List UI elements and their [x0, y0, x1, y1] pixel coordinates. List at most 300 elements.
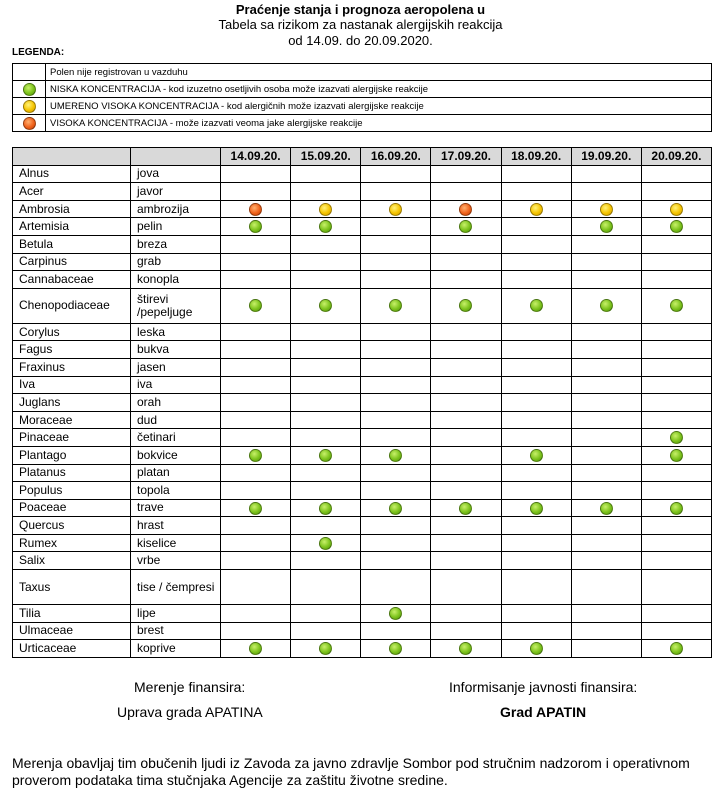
risk-cell [571, 534, 641, 552]
risk-cell [221, 534, 291, 552]
risk-cell [221, 183, 291, 201]
risk-cell [641, 394, 711, 412]
risk-cell [501, 605, 571, 623]
risk-low-dot-icon [530, 299, 543, 312]
risk-cell [571, 323, 641, 341]
legend-label: Polen nije registrovan u vazduhu [46, 64, 712, 81]
risk-low-dot-icon [249, 220, 262, 233]
risk-cell [501, 446, 571, 464]
table-row [13, 200, 712, 218]
risk-cell [221, 358, 291, 376]
local-name: grab [131, 253, 221, 271]
risk-low-dot-icon [530, 449, 543, 462]
risk-cell [641, 534, 711, 552]
risk-cell [431, 534, 501, 552]
risk-cell [501, 271, 571, 289]
risk-cell [501, 218, 571, 236]
risk-cell [571, 358, 641, 376]
local-name: jasen [131, 358, 221, 376]
latin-name: Urticaceae [13, 640, 131, 658]
table-row [13, 446, 712, 464]
risk-cell [221, 235, 291, 253]
risk-low-dot-icon [670, 449, 683, 462]
risk-cell [641, 358, 711, 376]
risk-cell [431, 165, 501, 183]
risk-cell [501, 394, 571, 412]
legend-label: NISKA KONCENTRACIJA - kod izuzetno osetljivih osoba može izazvati alergijske reakcije [46, 81, 712, 98]
risk-cell [221, 570, 291, 605]
table-row [13, 358, 712, 376]
legend-row [13, 81, 712, 98]
latin-name: Tilia [13, 605, 131, 623]
risk-cell [221, 499, 291, 517]
risk-cell [501, 552, 571, 570]
risk-cell [361, 605, 431, 623]
risk-cell [501, 200, 571, 218]
risk-cell [361, 464, 431, 482]
risk-cell [641, 253, 711, 271]
risk-cell [361, 622, 431, 640]
latin-name: Acer [13, 183, 131, 201]
risk-cell [641, 376, 711, 394]
risk-cell [641, 499, 711, 517]
risk-cell [641, 411, 711, 429]
risk-cell [291, 183, 361, 201]
risk-low-dot-icon [389, 449, 402, 462]
latin-name: Cannabaceae [13, 271, 131, 289]
risk-cell [571, 482, 641, 500]
risk-cell [571, 429, 641, 447]
local-name: breza [131, 235, 221, 253]
legend-symbol [13, 64, 46, 81]
latin-name: Rumex [13, 534, 131, 552]
risk-low-dot-icon [389, 502, 402, 515]
risk-cell [501, 288, 571, 323]
risk-cell [571, 183, 641, 201]
risk-cell [571, 411, 641, 429]
risk-cell [641, 552, 711, 570]
local-name: vrbe [131, 552, 221, 570]
latin-name: Artemisia [13, 218, 131, 236]
local-name: bukva [131, 341, 221, 359]
risk-cell [361, 429, 431, 447]
risk-high-dot-icon [249, 203, 262, 216]
table-row [13, 517, 712, 535]
table-row [13, 552, 712, 570]
table-row [13, 429, 712, 447]
risk-low-dot-icon [600, 502, 613, 515]
local-name: javor [131, 183, 221, 201]
risk-cell [501, 570, 571, 605]
risk-cell [431, 517, 501, 535]
risk-cell [501, 323, 571, 341]
risk-cell [501, 253, 571, 271]
risk-cell [641, 605, 711, 623]
latin-name: Fraxinus [13, 358, 131, 376]
risk-cell [221, 218, 291, 236]
risk-cell [501, 464, 571, 482]
risk-cell [501, 235, 571, 253]
risk-cell [431, 640, 501, 658]
risk-cell [291, 640, 361, 658]
risk-cell [431, 341, 501, 359]
date-header: 19.09.20. [571, 148, 641, 166]
risk-cell [431, 464, 501, 482]
risk-cell [571, 376, 641, 394]
risk-cell [571, 517, 641, 535]
table-row [13, 622, 712, 640]
risk-cell [501, 183, 571, 201]
risk-cell [641, 288, 711, 323]
risk-cell [641, 271, 711, 289]
latin-name: Populus [13, 482, 131, 500]
date-range: od 14.09. do 20.09.2020. [288, 33, 433, 48]
legend-symbol [13, 81, 46, 98]
table-row [13, 183, 712, 201]
risk-cell [291, 499, 361, 517]
local-name: bokvice [131, 446, 221, 464]
local-name: brest [131, 622, 221, 640]
risk-low-dot-icon [670, 431, 683, 444]
risk-cell [431, 218, 501, 236]
risk-cell [291, 271, 361, 289]
table-row [13, 394, 712, 412]
date-header-row [13, 148, 712, 166]
risk-cell [431, 271, 501, 289]
risk-cell [291, 358, 361, 376]
risk-cell [361, 253, 431, 271]
risk-cell [501, 482, 571, 500]
table-row [13, 499, 712, 517]
table-row [13, 411, 712, 429]
risk-cell [221, 200, 291, 218]
pollen-risk-table [12, 147, 712, 658]
risk-cell [431, 411, 501, 429]
risk-cell [361, 323, 431, 341]
risk-cell [361, 394, 431, 412]
risk-cell [641, 517, 711, 535]
risk-cell [431, 376, 501, 394]
risk-cell [221, 622, 291, 640]
risk-low-dot-icon [249, 299, 262, 312]
risk-cell [221, 411, 291, 429]
risk-cell [431, 253, 501, 271]
risk-mid-dot-icon [600, 203, 613, 216]
risk-cell [571, 288, 641, 323]
risk-cell [431, 499, 501, 517]
table-row [13, 640, 712, 658]
risk-cell [361, 640, 431, 658]
risk-cell [361, 271, 431, 289]
risk-cell [641, 622, 711, 640]
risk-cell [291, 446, 361, 464]
legend-symbol [13, 115, 46, 132]
risk-cell [571, 200, 641, 218]
risk-cell [431, 570, 501, 605]
risk-cell [501, 640, 571, 658]
risk-cell [291, 341, 361, 359]
legend-row [13, 115, 712, 132]
risk-cell [221, 464, 291, 482]
risk-cell [291, 570, 361, 605]
risk-low-dot-icon [319, 642, 332, 655]
risk-cell [291, 517, 361, 535]
risk-cell [571, 253, 641, 271]
table-row [13, 271, 712, 289]
risk-cell [291, 464, 361, 482]
risk-low-dot-icon [319, 449, 332, 462]
latin-name: Iva [13, 376, 131, 394]
latin-name: Poaceae [13, 499, 131, 517]
footer-note: Merenja obavljaj tim obučenih ljudi iz Zavoda za javno zdravlje Sombor pod stručnim nadzorom i operativnom proverom podataka tima stučnjaka Agencije za zaštitu životne sredine. [12, 755, 690, 788]
risk-mid-dot-icon [530, 203, 543, 216]
latin-name: Chenopodiaceae [13, 288, 131, 323]
risk-cell [571, 622, 641, 640]
latin-name: Salix [13, 552, 131, 570]
risk-cell [221, 482, 291, 500]
local-name: lipe [131, 605, 221, 623]
risk-low-dot-icon [459, 220, 472, 233]
risk-cell [291, 235, 361, 253]
risk-cell [221, 341, 291, 359]
risk-cell [291, 253, 361, 271]
risk-cell [361, 570, 431, 605]
local-name: iva [131, 376, 221, 394]
table-row [13, 253, 712, 271]
risk-cell [361, 235, 431, 253]
risk-cell [431, 552, 501, 570]
latin-name: Plantago [13, 446, 131, 464]
local-name: platan [131, 464, 221, 482]
risk-cell [291, 411, 361, 429]
risk-cell [361, 499, 431, 517]
risk-cell [221, 253, 291, 271]
risk-cell [571, 552, 641, 570]
risk-cell [221, 605, 291, 623]
risk-cell [291, 288, 361, 323]
risk-cell [641, 570, 711, 605]
table-row [13, 165, 712, 183]
risk-cell [641, 482, 711, 500]
risk-cell [431, 429, 501, 447]
measurement-funding-label: Merenje finansira: [134, 679, 246, 695]
risk-cell [291, 552, 361, 570]
legend-high-dot-icon [23, 117, 36, 130]
risk-cell [291, 165, 361, 183]
risk-low-dot-icon [389, 642, 402, 655]
risk-cell [361, 200, 431, 218]
risk-cell [571, 235, 641, 253]
table-row [13, 570, 712, 605]
table-row [13, 482, 712, 500]
latin-name: Ambrosia [13, 200, 131, 218]
risk-cell [221, 446, 291, 464]
date-header: 20.09.20. [641, 148, 711, 166]
risk-cell [431, 235, 501, 253]
table-row [13, 323, 712, 341]
latin-name: Corylus [13, 323, 131, 341]
latin-name: Carpinus [13, 253, 131, 271]
risk-low-dot-icon [459, 299, 472, 312]
measurement-funder: Uprava grada APATINA [117, 704, 263, 720]
risk-cell [571, 640, 641, 658]
risk-high-dot-icon [459, 203, 472, 216]
table-row [13, 288, 712, 323]
risk-cell [641, 235, 711, 253]
risk-cell [431, 605, 501, 623]
info-funding-label: Informisanje javnosti finansira: [449, 679, 638, 695]
risk-cell [291, 200, 361, 218]
risk-cell [361, 288, 431, 323]
risk-cell [571, 464, 641, 482]
risk-cell [641, 200, 711, 218]
risk-cell [501, 622, 571, 640]
local-name: štirevi /pepeljuge [131, 288, 221, 323]
latin-name: Moraceae [13, 411, 131, 429]
risk-cell [641, 640, 711, 658]
latin-name: Platanus [13, 464, 131, 482]
table-row [13, 534, 712, 552]
legend-symbol [13, 98, 46, 115]
risk-low-dot-icon [319, 502, 332, 515]
local-name: orah [131, 394, 221, 412]
risk-low-dot-icon [249, 502, 262, 515]
local-name: hrast [131, 517, 221, 535]
risk-cell [571, 570, 641, 605]
risk-low-dot-icon [249, 449, 262, 462]
risk-cell [291, 534, 361, 552]
risk-cell [361, 534, 431, 552]
risk-cell [221, 517, 291, 535]
risk-cell [361, 446, 431, 464]
legend-label: VISOKA KONCENTRACIJA - može izazvati veoma jake alergijske reakcije [46, 115, 712, 132]
date-header: 14.09.20. [221, 148, 291, 166]
latin-name: Pinaceae [13, 429, 131, 447]
date-header: 18.09.20. [501, 148, 571, 166]
date-header: 15.09.20. [291, 148, 361, 166]
latin-name: Ulmaceae [13, 622, 131, 640]
risk-cell [501, 411, 571, 429]
risk-cell [641, 183, 711, 201]
risk-cell [571, 605, 641, 623]
risk-cell [641, 446, 711, 464]
page-title: Praćenje stanja i prognoza aeropolena u [235, 2, 486, 17]
risk-cell [501, 499, 571, 517]
risk-low-dot-icon [670, 642, 683, 655]
risk-low-dot-icon [670, 502, 683, 515]
risk-cell [571, 218, 641, 236]
risk-cell [501, 534, 571, 552]
risk-cell [431, 288, 501, 323]
risk-mid-dot-icon [670, 203, 683, 216]
risk-cell [361, 341, 431, 359]
risk-cell [361, 482, 431, 500]
risk-mid-dot-icon [389, 203, 402, 216]
table-row [13, 376, 712, 394]
local-name: četinari [131, 429, 221, 447]
risk-cell [501, 429, 571, 447]
risk-cell [501, 165, 571, 183]
table-row [13, 341, 712, 359]
info-funder: Grad APATIN [500, 704, 587, 720]
table-row [13, 218, 712, 236]
local-name: topola [131, 482, 221, 500]
risk-low-dot-icon [670, 220, 683, 233]
risk-cell [291, 218, 361, 236]
risk-cell [361, 411, 431, 429]
risk-cell [291, 622, 361, 640]
risk-cell [501, 358, 571, 376]
legend-table [12, 63, 712, 132]
local-name: tise / čempresi [131, 570, 221, 605]
risk-cell [221, 640, 291, 658]
risk-cell [361, 552, 431, 570]
risk-cell [221, 394, 291, 412]
risk-cell [221, 288, 291, 323]
risk-cell [221, 376, 291, 394]
risk-cell [431, 482, 501, 500]
risk-cell [571, 446, 641, 464]
risk-cell [361, 218, 431, 236]
latin-name: Alnus [13, 165, 131, 183]
risk-cell [221, 323, 291, 341]
local-name: jova [131, 165, 221, 183]
date-header: 17.09.20. [431, 148, 501, 166]
latin-name: Quercus [13, 517, 131, 535]
risk-cell [431, 200, 501, 218]
latin-name: Fagus [13, 341, 131, 359]
risk-cell [221, 429, 291, 447]
risk-cell [291, 394, 361, 412]
header-blank-latin [13, 148, 131, 166]
risk-cell [641, 218, 711, 236]
risk-cell [641, 323, 711, 341]
risk-cell [501, 517, 571, 535]
local-name: konopla [131, 271, 221, 289]
risk-low-dot-icon [389, 607, 402, 620]
legend-heading: LEGENDA: [12, 47, 65, 58]
risk-cell [571, 499, 641, 517]
risk-low-dot-icon [530, 502, 543, 515]
risk-cell [571, 341, 641, 359]
risk-cell [221, 165, 291, 183]
legend-row [13, 98, 712, 115]
local-name: ambrozija [131, 200, 221, 218]
latin-name: Taxus [13, 570, 131, 605]
legend-low-dot-icon [23, 83, 36, 96]
risk-low-dot-icon [530, 642, 543, 655]
date-header: 16.09.20. [361, 148, 431, 166]
risk-cell [361, 517, 431, 535]
local-name: dud [131, 411, 221, 429]
risk-cell [431, 446, 501, 464]
risk-low-dot-icon [459, 642, 472, 655]
risk-cell [291, 482, 361, 500]
risk-low-dot-icon [319, 537, 332, 550]
risk-cell [361, 165, 431, 183]
risk-cell [431, 394, 501, 412]
risk-low-dot-icon [249, 642, 262, 655]
risk-cell [221, 552, 291, 570]
risk-cell [571, 165, 641, 183]
risk-cell [571, 394, 641, 412]
table-row [13, 235, 712, 253]
risk-cell [641, 464, 711, 482]
legend-mid-dot-icon [23, 100, 36, 113]
header-blank-local [131, 148, 221, 166]
page-subtitle: Tabela sa rizikom za nastanak alergijskih reakcija [218, 17, 503, 32]
legend-label: UMERENO VISOKA KONCENTRACIJA - kod alergičnih može izazvati alergijske reakcije [46, 98, 712, 115]
